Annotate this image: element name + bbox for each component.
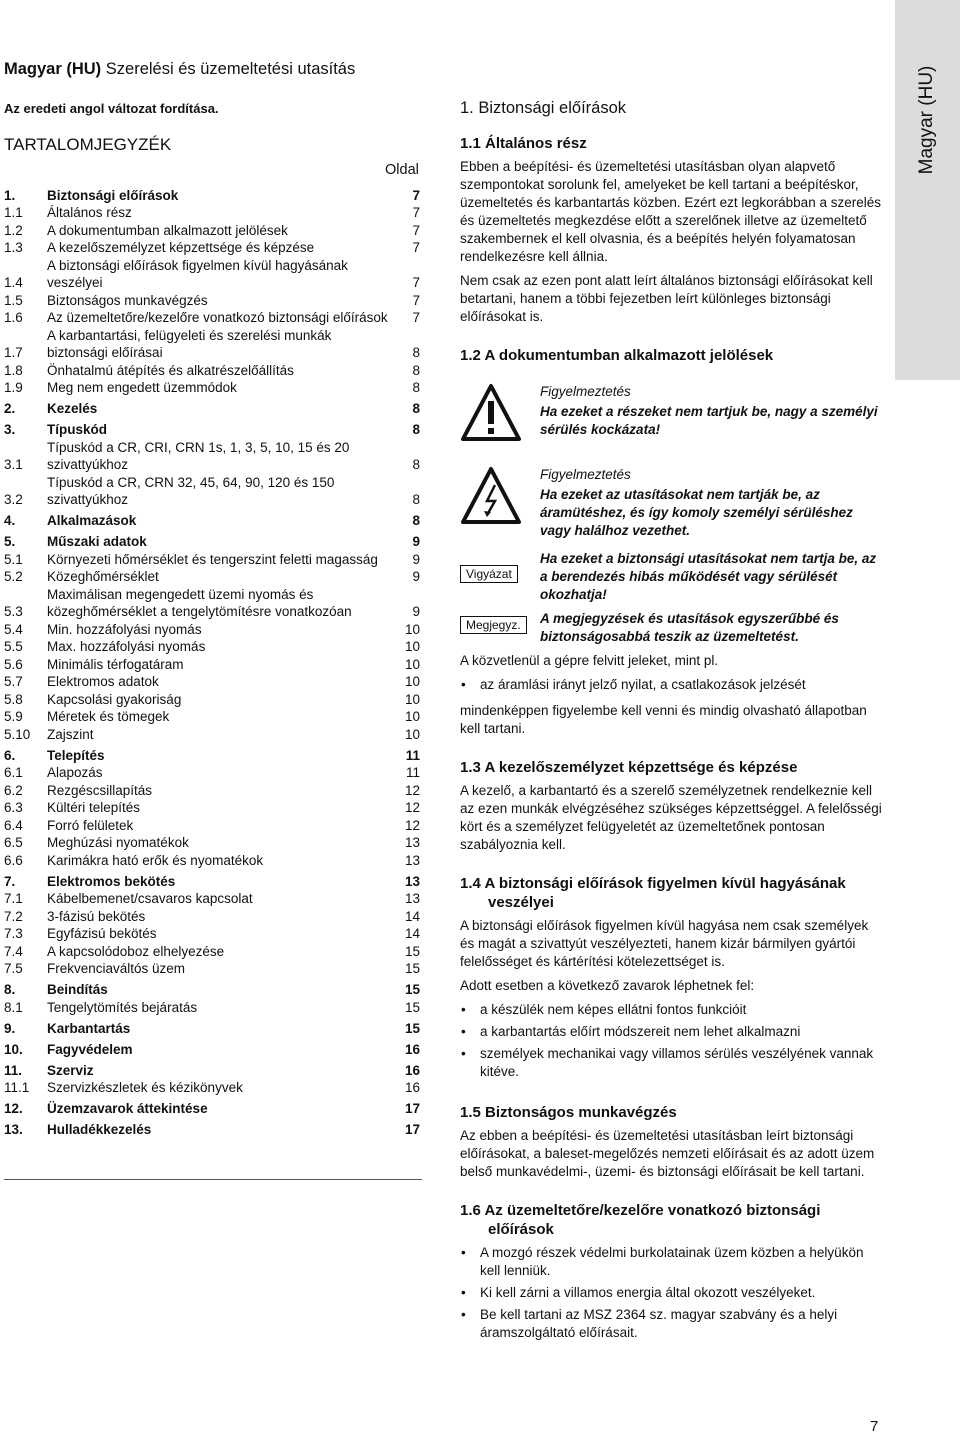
toc-entry: [4, 512, 422, 530]
toc-entry: [4, 421, 422, 439]
toc-entry-page: 13: [404, 891, 420, 906]
toc-entry: [4, 656, 422, 674]
toc-entry-text: Karimákra ható erők és nyomatékok: [47, 852, 264, 868]
toc-entry-page: 13: [404, 852, 420, 868]
warning-message: Ha ezeket a részeket nem tartjuk be, nagy a személyi sérülés kockázata!: [540, 404, 878, 437]
toc-entry-page: 14: [404, 908, 420, 924]
list-item: • az áramlási irányt jelző nyilat, a csatlakozások jelzését: [460, 676, 882, 694]
warning-triangle-icon: [460, 383, 540, 448]
list-item: • személyek mechanikai vagy villamos sérülés veszélyének vannak kitéve.: [460, 1045, 882, 1081]
toc-entry: [4, 960, 422, 978]
toc-entry-text: Maximálisan megengedett üzemi nyomás és közeghőmérséklet a tengelytömítésre vonatkozóan: [47, 586, 352, 619]
toc-entry: [4, 1041, 422, 1059]
toc-entry-num: 6.2: [4, 782, 23, 798]
toc-entry-text: Környezeti hőmérséklet és tengerszint feletti magasság: [47, 551, 378, 567]
translation-note: Az eredeti angol változat fordítása.: [4, 101, 219, 116]
toc-entry-text: Biztonságos munkavégzés: [47, 292, 208, 308]
toc-entry-page: 17: [404, 1101, 420, 1116]
toc-entry-num: 7.3: [4, 926, 23, 941]
section-1-1-paragraph-1: Ebben a beépítési- és üzemeltetési utasításban olyan alapvető szempontokat sorolunk fel, amelyeket be kell tartani a beépítéskor, üzemeltetés és karbantartás közben. Ezért ezt legkorábban a szerelés és üzemeltetés megkezdése előtt a szerelőnek illetve az üzemeltető szakembernek el kell olvasnia, és a beépítés helyén folyamatosan rendelkezésre kell állnia.: [460, 159, 881, 264]
warning-message: Ha ezeket az utasításokat nem tartják be, az áramütéshez, és így komoly személyi sérüléshez vagy halálhoz vezethet.: [540, 487, 853, 538]
toc-entry-num: 4.: [4, 513, 16, 528]
toc-entry: [4, 379, 422, 397]
toc-entry-num: 5.5: [4, 639, 23, 654]
toc-entry-num: 6.1: [4, 765, 23, 780]
toc-entry-num: 1.6: [4, 310, 23, 325]
section-1-4-heading-line-1: 1.4 A biztonsági előírások figyelmen kívül hagyásának: [460, 875, 846, 892]
toc-entry-text: Zajszint: [47, 726, 94, 742]
toc-entry-page: 8: [412, 422, 420, 437]
toc-entry-num: 8.1: [4, 999, 23, 1015]
document-title-text: Szerelési és üzemeltetési utasítás: [105, 60, 356, 78]
toc-entry-num: 11.1: [4, 1080, 30, 1095]
toc-entry: [4, 551, 422, 569]
toc-entry: [4, 1020, 422, 1038]
toc-entry-text: Max. hozzáfolyási nyomás: [47, 639, 206, 654]
section-1-4-heading: [460, 874, 882, 912]
toc-entry-page: 16: [404, 1062, 420, 1078]
toc-entry-page: 7: [412, 187, 420, 203]
caution-block: [460, 550, 882, 604]
toc-entry: [4, 187, 422, 205]
section-1-4-heading-line-2: veszélyei: [488, 894, 554, 911]
toc-entry: [4, 533, 422, 551]
toc-entry-text: 3-fázisú bekötés: [47, 908, 146, 924]
toc-entry: [4, 708, 422, 726]
toc-entry-text: Kezelés: [47, 401, 98, 416]
section-1-4-paragraph-2: Adott esetben a következő zavarok léphetnek fel:: [460, 978, 755, 993]
toc-entry-text: Kültéri telepítés: [47, 800, 141, 815]
language-side-tab: [895, 0, 960, 380]
toc-entry-text: Általános rész: [47, 205, 132, 220]
toc-entry-num: 2.: [4, 401, 16, 416]
toc-entry-text: Az üzemeltetőre/kezelőre vonatkozó biztonsági előírások: [47, 310, 388, 325]
toc-entry: [4, 362, 422, 380]
toc-entry: [4, 747, 422, 765]
toc-entry: [4, 852, 422, 870]
section-1-5-paragraph: Az ebben a beépítési- és üzemeltetési utasításban leírt biztonsági előírásokat, a baleset-megelőzés nemzeti előírásait és az adott üzem belső munkavédelmi-, üzemi- és biztonsági előírásait be kell tartani.: [460, 1128, 875, 1179]
toc-entry-num: 1.5: [4, 292, 23, 308]
toc-entry-page: 10: [404, 726, 420, 742]
toc-entry-num: 5.8: [4, 691, 23, 707]
warning-label: Figyelmeztetés: [540, 467, 631, 482]
toc-page-column-label: Oldal: [385, 162, 419, 178]
toc-entry-text: Telepítés: [47, 747, 105, 763]
toc-entry-text: Beindítás: [47, 982, 108, 997]
toc-entry-text: A dokumentumban alkalmazott jelölések: [47, 222, 288, 238]
toc-entry-page: 15: [404, 961, 420, 976]
toc-entry-num: 8.: [4, 982, 16, 997]
toc-entry: [4, 1100, 422, 1118]
note-message: A megjegyzések és utasítások egyszerűbbé és biztonságosabbá teszik az üzemeltetést.: [540, 611, 839, 644]
toc-entry-page: 8: [412, 362, 420, 378]
toc-entry-page: 12: [404, 817, 420, 833]
toc-entry-num: 6.: [4, 747, 16, 763]
section-1-6-heading-line-1: 1.6 Az üzemeltetőre/kezelőre vonatkozó biztonsági: [460, 1202, 821, 1219]
toc-entry: [4, 873, 422, 891]
toc-entry-page: 7: [412, 310, 420, 325]
toc-entry: [4, 981, 422, 999]
toc-entry: [4, 204, 422, 222]
toc-entry-num: 5.9: [4, 709, 23, 724]
section-1-6-list: [460, 1244, 882, 1342]
toc-entry-num: 3.: [4, 422, 16, 437]
toc-entry: [4, 1079, 422, 1097]
toc-entry: [4, 239, 422, 257]
toc-entry-page: 15: [404, 1020, 420, 1036]
toc-entry-num: 6.3: [4, 800, 23, 815]
toc-entry-text: Tengelytömítés bejáratás: [47, 999, 198, 1015]
section-1-6-heading: [460, 1201, 882, 1239]
toc-entry-page: 9: [412, 534, 420, 549]
toc-entry-num: 3.1: [4, 457, 23, 472]
toc-entry: [4, 586, 422, 621]
safety-section: [460, 95, 882, 1350]
note-block: [460, 610, 882, 646]
toc-entry-text: Meg nem engedett üzemmódok: [47, 380, 237, 395]
section-1-1-paragraph-2: Nem csak az ezen pont alatt leírt általános biztonsági előírásokat kell betartani, hanem a többi fejezetben leírt különleges biztonsági előírásokat is.: [460, 273, 873, 324]
toc-entry-page: 8: [412, 380, 420, 395]
toc-entry-num: 7.4: [4, 943, 23, 959]
toc-entry-text: Önhatalmú átépítés és alkatrészelőállítás: [47, 362, 294, 378]
toc-entry-page: 7: [412, 240, 420, 255]
toc-entry-text: Elektromos bekötés: [47, 873, 176, 889]
toc-entry-page: 13: [404, 873, 420, 889]
toc-entry-page: 7: [412, 275, 420, 290]
toc-entry-text: Meghúzási nyomatékok: [47, 835, 189, 850]
toc-entry-page: 8: [412, 401, 420, 416]
toc-entry-page: 10: [404, 656, 420, 672]
toc-entry-page: 9: [412, 569, 420, 584]
toc-heading: TARTALOMJEGYZÉK: [4, 135, 172, 154]
toc-entry-page: 14: [404, 926, 420, 941]
toc-entry: [4, 257, 422, 292]
toc-entry-text: Kábelbemenet/csavaros kapcsolat: [47, 891, 253, 906]
section-1-heading: 1. Biztonsági előírások: [460, 99, 627, 117]
section-1-3-paragraph: A kezelő, a karbantartó és a szerelő személyzetnek rendelkeznie kell az ezen munkák elvégzéséhez szükséges képzettséggel. A felelősségi kört és a személyzet felügyeletét az üzemeltetőnek pontosan szabályoznia kell.: [460, 783, 882, 852]
toc-entry-page: 7: [412, 292, 420, 308]
section-1-4-paragraph-1: A biztonsági előírások figyelmen kívül hagyása nem csak személyek és magát a szivattyút veszélyezteti, hanem kizár bármilyen gyártói felelősséget és kártérítési kötelezettséget is.: [460, 918, 869, 969]
toc-entry-text: Forró felületek: [47, 817, 134, 833]
language-side-tab-label: Magyar (HU): [916, 65, 937, 175]
toc-entry: [4, 834, 422, 852]
toc-entry-text: Minimális térfogatáram: [47, 656, 184, 672]
section-1-3-heading: 1.3 A kezelőszemélyzet képzettsége és képzése: [460, 759, 798, 776]
page-number: 7: [870, 1418, 879, 1435]
toc-entry-num: 6.4: [4, 817, 23, 833]
toc-entry: [4, 890, 422, 908]
toc-entry-text: Karbantartás: [47, 1020, 131, 1036]
toc-entry-num: 7.5: [4, 961, 23, 976]
toc-entry-text: Min. hozzáfolyási nyomás: [47, 621, 202, 637]
toc-entry-page: 9: [412, 551, 420, 567]
toc-entry-page: 8: [412, 513, 420, 528]
toc-entry-page: 10: [404, 674, 420, 689]
toc-entry-page: 16: [404, 1080, 420, 1095]
toc-entry-page: 11: [405, 765, 420, 780]
toc-entry-num: 5.3: [4, 604, 23, 619]
section-1-2-list: [460, 676, 882, 694]
toc-entry-page: 7: [412, 205, 420, 220]
toc-entry-num: 5.4: [4, 621, 23, 637]
list-item: • Be kell tartani az MSZ 2364 sz. magyar szabvány és a helyi áramszolgáltató előírásait.: [460, 1306, 882, 1342]
toc-entry: [4, 726, 422, 744]
section-1-4-list: [460, 1001, 882, 1081]
toc-entry-num: 5.: [4, 534, 16, 549]
toc-entry-text: Típuskód a CR, CRI, CRN 1s, 1, 3, 5, 10, 15 és 20 szivattyúkhoz: [47, 439, 350, 472]
toc-entry-page: 10: [404, 691, 420, 707]
toc-entry-num: 7.1: [4, 891, 23, 906]
toc-entry-num: 1.1: [4, 205, 23, 220]
toc-entry-text: Műszaki adatok: [47, 534, 147, 549]
toc-entry-text: Fagyvédelem: [47, 1041, 133, 1057]
toc-entry-text: Biztonsági előírások: [47, 187, 179, 203]
list-item: • Ki kell zárni a villamos energia által okozott veszélyeket.: [460, 1284, 882, 1302]
toc-entry-page: 10: [404, 621, 420, 637]
toc-entry-num: 5.2: [4, 569, 23, 584]
toc-entry-text: Típuskód: [47, 422, 107, 437]
toc-entry: [4, 1121, 422, 1139]
toc-entry: [4, 673, 422, 691]
toc-entry-num: 1.9: [4, 380, 23, 395]
toc-entry-num: 1.3: [4, 240, 23, 255]
toc-entry-page: 17: [404, 1122, 420, 1137]
toc-entry-page: 16: [404, 1041, 420, 1057]
toc-entry-page: 12: [404, 782, 420, 798]
toc-entry-page: 8: [412, 492, 420, 507]
note-label-box: Megjegyz.: [460, 616, 527, 634]
toc-entry-text: Típuskód a CR, CRN 32, 45, 64, 90, 120 és 150 szivattyúkhoz: [47, 474, 335, 507]
caution-label-box: Vigyázat: [460, 565, 518, 583]
toc-entry: [4, 782, 422, 800]
section-1-5-heading: 1.5 Biztonságos munkavégzés: [460, 1104, 677, 1121]
toc-entry-num: 1.8: [4, 362, 23, 378]
table-of-contents: [4, 183, 422, 1139]
document-title: [4, 60, 355, 79]
caution-message: Ha ezeket a biztonsági utasításokat nem tartja be, az a berendezés hibás működését vagy sérülését okozhatja!: [540, 551, 877, 602]
toc-entry-num: 6.6: [4, 852, 23, 868]
toc-entry: [4, 925, 422, 943]
toc-entry: [4, 292, 422, 310]
toc-entry-text: Közeghőmérséklet: [47, 569, 159, 584]
section-1-2-paragraph-1: A közvetlenül a gépre felvitt jeleket, mint pl.: [460, 653, 719, 668]
toc-entry-page: 15: [404, 982, 420, 997]
toc-entry-num: 9.: [4, 1020, 16, 1036]
toc-entry-text: Üzemzavarok áttekintése: [47, 1101, 208, 1116]
toc-entry-num: 1.: [4, 187, 16, 203]
toc-entry: [4, 817, 422, 835]
toc-entry: [4, 908, 422, 926]
toc-entry-text: A karbantartási, felügyeleti és szerelési munkák biztonsági előírásai: [47, 327, 332, 360]
warning-label: Figyelmeztetés: [540, 384, 631, 399]
toc-entry: [4, 764, 422, 782]
toc-entry-num: 3.2: [4, 492, 23, 507]
toc-entry-text: Egyfázisú bekötés: [47, 926, 157, 941]
toc-entry: [4, 568, 422, 586]
toc-entry-text: Szervizkészletek és kézikönyvek: [47, 1080, 243, 1095]
toc-entry: [4, 691, 422, 709]
toc-entry: [4, 638, 422, 656]
toc-entry-page: 10: [404, 639, 420, 654]
toc-entry-page: 10: [404, 709, 420, 724]
toc-entry-num: 1.7: [4, 345, 23, 360]
toc-entry-text: Hulladékkezelés: [47, 1122, 152, 1137]
toc-entry-page: 12: [404, 800, 420, 815]
toc-entry-text: A kezelőszemélyzet képzettsége és képzése: [47, 240, 315, 255]
toc-entry: [4, 309, 422, 327]
toc-entry: [4, 943, 422, 961]
toc-entry-num: 5.6: [4, 656, 23, 672]
toc-entry-page: 13: [404, 835, 420, 850]
toc-entry-text: A kapcsolódoboz elhelyezése: [47, 943, 225, 959]
warning-block-electric: [460, 466, 882, 540]
toc-entry: [4, 621, 422, 639]
toc-entry-num: 10.: [4, 1041, 23, 1057]
list-item: • a készülék nem képes ellátni fontos funkcióit: [460, 1001, 882, 1019]
document-title-language: Magyar (HU): [4, 60, 102, 78]
toc-entry-text: Kapcsolási gyakoriság: [47, 691, 182, 707]
electric-hazard-icon: [460, 466, 540, 540]
toc-entry-text: Szerviz: [47, 1062, 94, 1078]
toc-entry-page: 9: [412, 604, 420, 619]
toc-entry-page: 8: [412, 345, 420, 360]
toc-bottom-rule: [4, 1179, 422, 1180]
toc-entry-num: 13.: [4, 1122, 23, 1137]
toc-entry-num: 11.: [4, 1062, 23, 1078]
toc-entry-page: 15: [404, 943, 420, 959]
section-1-1-heading: 1.1 Általános rész: [460, 135, 587, 152]
toc-entry-num: 5.1: [4, 551, 23, 567]
toc-entry-text: Alkalmazások: [47, 513, 137, 528]
toc-entry-num: 1.4: [4, 275, 23, 290]
section-1-2-paragraph-2: mindenképpen figyelembe kell venni és mindig olvasható állapotban kell tartani.: [460, 703, 867, 736]
toc-entry-num: 5.10: [4, 726, 31, 742]
toc-entry-num: 6.5: [4, 835, 23, 850]
toc-entry-text: Alapozás: [47, 765, 103, 780]
toc-entry-num: 5.7: [4, 674, 23, 689]
warning-block-general: [460, 383, 882, 448]
toc-entry: [4, 1062, 422, 1080]
toc-entry: [4, 799, 422, 817]
toc-entry: [4, 327, 422, 362]
section-1-2-heading: 1.2 A dokumentumban alkalmazott jelölések: [460, 347, 774, 364]
toc-entry-text: Frekvenciaváltós üzem: [47, 961, 186, 976]
toc-entry-page: 8: [412, 457, 420, 472]
toc-entry: [4, 474, 422, 509]
toc-entry-text: Rezgéscsillapítás: [47, 782, 153, 798]
toc-entry-text: Méretek és tömegek: [47, 709, 170, 724]
toc-entry-num: 7.2: [4, 908, 23, 924]
toc-entry-page: 15: [404, 999, 420, 1015]
toc-entry-num: 12.: [4, 1101, 23, 1116]
toc-entry: [4, 439, 422, 474]
toc-entry-num: 1.2: [4, 222, 23, 238]
section-1-6-heading-line-2: előírások: [488, 1221, 554, 1238]
toc-entry-page: 11: [405, 747, 420, 763]
toc-entry-page: 7: [412, 222, 420, 238]
toc-entry-text: Elektromos adatok: [47, 674, 159, 689]
list-item: • a karbantartás előírt módszereit nem lehet alkalmazni: [460, 1023, 882, 1041]
toc-entry: [4, 400, 422, 418]
toc-entry: [4, 222, 422, 240]
toc-entry-num: 7.: [4, 873, 16, 889]
list-item: • A mozgó részek védelmi burkolatainak üzem közben a helyükön kell lenniük.: [460, 1244, 882, 1280]
toc-entry: [4, 999, 422, 1017]
toc-entry-text: A biztonsági előírások figyelmen kívül hagyásának veszélyei: [47, 257, 348, 290]
